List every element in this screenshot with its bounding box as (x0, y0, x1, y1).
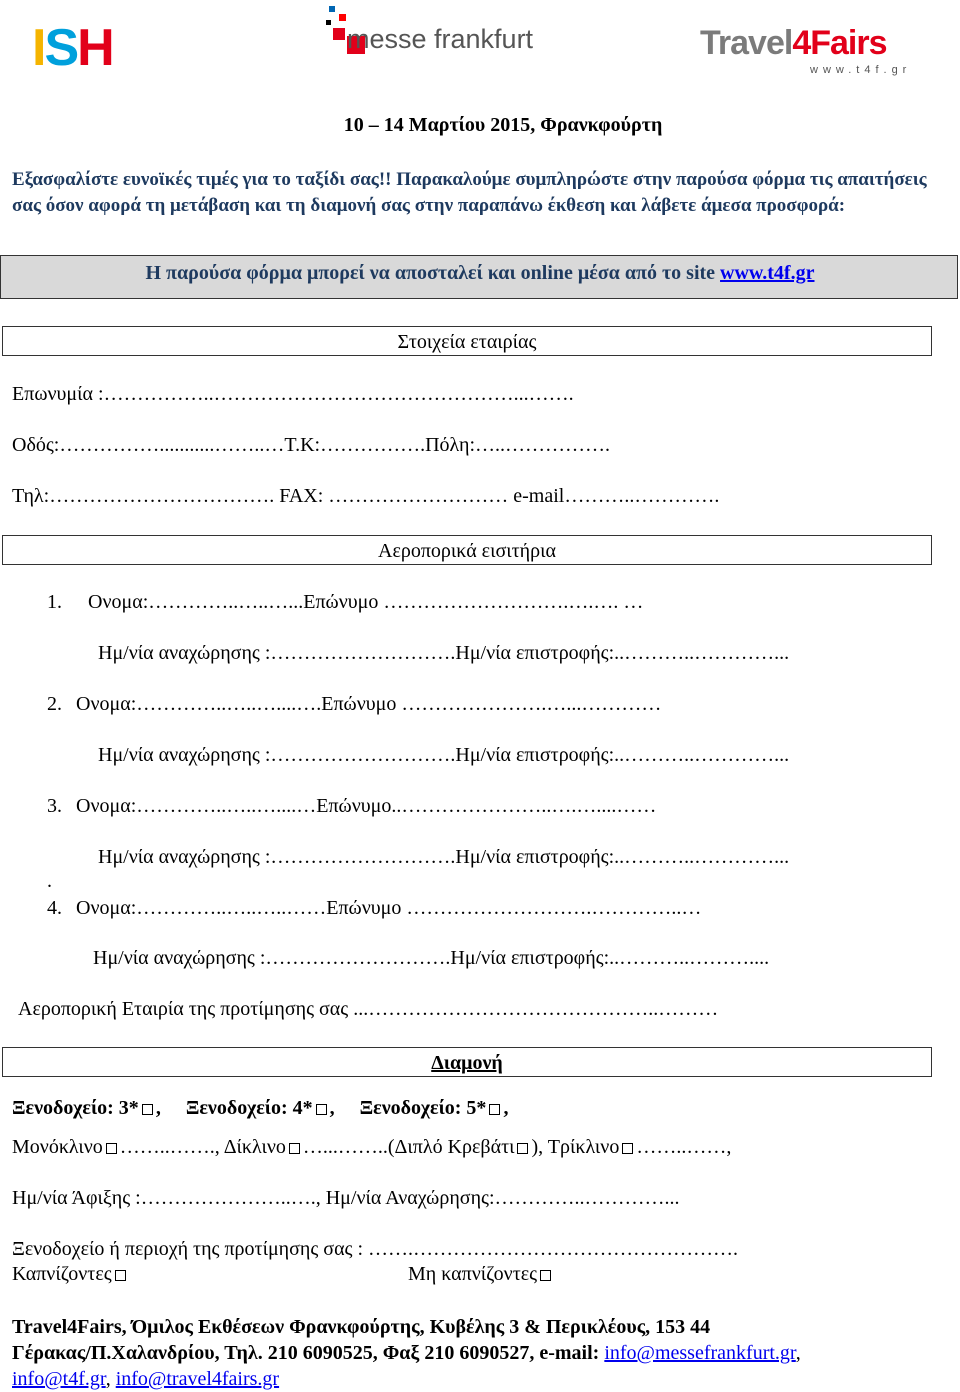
intro-text: Εξασφαλίστε ευνοϊκές τιμές για το ταξίδι σας!! Παρακαλούμε συμπληρώστε στην παρούσα φόρμα τις απαιτήσεις σας όσον αφορά τη μετάβαση και τη διαμονή σας στην παραπάνω έκθεση και λάβετε άμεσα προσφορά: (12, 169, 927, 216)
double-room-label: Δίκλινο (223, 1136, 286, 1158)
t4f-logo-url: www.t4f.gr (810, 64, 912, 76)
passenger-4-name-field[interactable]: Ονομα:…………..…..…..……Επώνυμο ……………………….…………..… (76, 897, 702, 919)
hotel-preference-field[interactable]: Ξενοδοχείο ή περιοχή της προτίμησης σας : …….…………………………………………. (12, 1238, 739, 1260)
passenger-2-dates-field[interactable]: Ημ/νία αναχώρησης :……………………….Ημ/νία επιστροφής:..………..…………... (98, 744, 790, 766)
footer-phone-text: Γέρακας/Π.Χαλανδρίου, Τηλ. 210 6090525, Φαξ 210 6090527, e-mail: (12, 1342, 605, 1364)
ish-letter-i: I (32, 19, 45, 77)
smoking-checkbox[interactable] (115, 1270, 126, 1281)
airline-preference-field[interactable]: Αεροπορική Εταιρία της προτίμησης σας ...……………………………………..……… (18, 998, 719, 1020)
passenger-4-number: 4. (47, 897, 62, 919)
online-notice-link[interactable]: www.t4f.gr (720, 262, 815, 284)
triple-room-checkbox[interactable] (622, 1143, 633, 1154)
accommodation-section-header (2, 1047, 932, 1077)
hotel-5-star-label: Ξενοδοχείο: 5* (359, 1097, 487, 1119)
flights-section-title: Αεροπορικά εισιτήρια (378, 540, 556, 562)
flights-section-header (2, 535, 932, 565)
footer-phone-line (12, 1340, 938, 1366)
double-room-qty-field[interactable]: …...……..(Διπλό Κρεβάτι (302, 1136, 515, 1158)
ish-logo (32, 19, 113, 77)
hotel-3-star-checkbox[interactable] (142, 1104, 153, 1115)
accommodation-section-title: Διαμονή (431, 1052, 503, 1074)
event-date: 10 – 14 Μαρτίου 2015, Φρανκφούρτη (343, 114, 663, 136)
messe-frankfurt-logo-text: messe frankfurt (347, 24, 534, 54)
footer-email-travel4fairs[interactable]: info@travel4fairs.gr (115, 1368, 280, 1390)
ish-letter-s: S (44, 19, 78, 77)
passenger-1-name-field[interactable]: Ονομα:…………..…..…...Επώνυμο ……………………….….…. … (88, 591, 644, 613)
hotel-4-star-label: Ξενοδοχείο: 4* (185, 1097, 313, 1119)
t4f-part-travel: Travel (700, 24, 793, 62)
footer-comma: , (795, 1342, 801, 1364)
stay-dates-field[interactable]: Ημ/νία Άφιξης :…………………..…., Ημ/νία Αναχώρησης:…………..…………... (12, 1187, 680, 1209)
company-section-header (2, 326, 932, 356)
smoking-label: Καπνίζοντες (12, 1263, 112, 1285)
non-smoking-option (408, 1263, 554, 1286)
passenger-3-dates-field[interactable]: Ημ/νία αναχώρησης :……………………….Ημ/νία επιστροφής:..………..…………... (98, 846, 790, 868)
footer-contact (12, 1314, 938, 1392)
passenger-2-name-field[interactable]: Ονομα:…………..…..…....….Επώνυμο ………………….…...………… (76, 693, 662, 715)
triple-room-qty-field[interactable]: ……..……, (636, 1136, 732, 1158)
footer-email-sep: , (105, 1368, 116, 1390)
single-room-label: Μονόκλινο (12, 1136, 103, 1158)
company-name-field[interactable]: Επωνυμία :……………..………………………………………...……. (12, 383, 574, 405)
company-section-title: Στοιχεία εταιρίας (397, 331, 537, 353)
room-type-row (12, 1136, 731, 1159)
travel4fairs-logo (700, 26, 887, 60)
hotel-3-star-label: Ξενοδοχείο: 3* (12, 1097, 139, 1119)
online-notice (0, 262, 960, 285)
online-notice-text: Η παρούσα φόρμα μπορεί να αποσταλεί και online μέσα από το site (145, 262, 721, 284)
double-room-checkbox[interactable] (289, 1143, 300, 1154)
single-room-qty-field[interactable]: ……..……., (119, 1136, 220, 1158)
non-smoking-checkbox[interactable] (540, 1270, 551, 1281)
passenger-4-dates-field[interactable]: Ημ/νία αναχώρησης :……………………….Ημ/νία επιστροφής:..………..……….... (93, 947, 770, 969)
passenger-2-number: 2. (47, 693, 62, 715)
triple-room-label: ), Τρίκλινο (531, 1136, 620, 1158)
passenger-3-name-field[interactable]: Ονομα:…………..…..…....…Επώνυμο..…………………..….…....…… (76, 795, 657, 817)
footer-email-t4f[interactable]: info@t4f.gr (12, 1368, 106, 1390)
ish-letter-h: H (77, 19, 113, 77)
company-address-field[interactable]: Οδός:……………...........……..…Τ.Κ:…………….Πόλη:…..……………. (12, 434, 611, 456)
passenger-1-number: 1. (47, 591, 62, 613)
t4f-part-fairs: Fairs (810, 24, 887, 62)
passenger-3-number: 3. (47, 795, 62, 817)
t4f-part-4: 4 (792, 24, 811, 62)
hotel-5-star-checkbox[interactable] (489, 1104, 500, 1115)
stray-dot: . (47, 870, 52, 892)
double-bed-checkbox[interactable] (517, 1143, 528, 1154)
hotel-category-row: Ξενοδοχείο: 3* , Ξενοδοχείο: 4* , Ξενοδοχείο: 5* , (12, 1097, 509, 1119)
company-contact-field[interactable]: Τηλ:……………………………. FAX: ……………………… e-mail………..…………. (12, 485, 720, 507)
non-smoking-label: Μη καπνίζοντες (408, 1263, 538, 1285)
footer-email-messe[interactable]: info@messefrankfurt.gr (604, 1342, 796, 1364)
footer-address-line: Travel4Fairs, Όμιλος Εκθέσεων Φρανκφούρτης, Κυβέλης 3 & Περικλέους, 153 44 (12, 1316, 711, 1338)
footer-email-line (12, 1366, 938, 1392)
passenger-1-dates-field[interactable]: Ημ/νία αναχώρησης :……………………….Ημ/νία επιστροφής:..………..…………... (98, 642, 790, 664)
single-room-checkbox[interactable] (106, 1143, 117, 1154)
smoking-option (12, 1263, 129, 1286)
hotel-4-star-checkbox[interactable] (316, 1104, 327, 1115)
